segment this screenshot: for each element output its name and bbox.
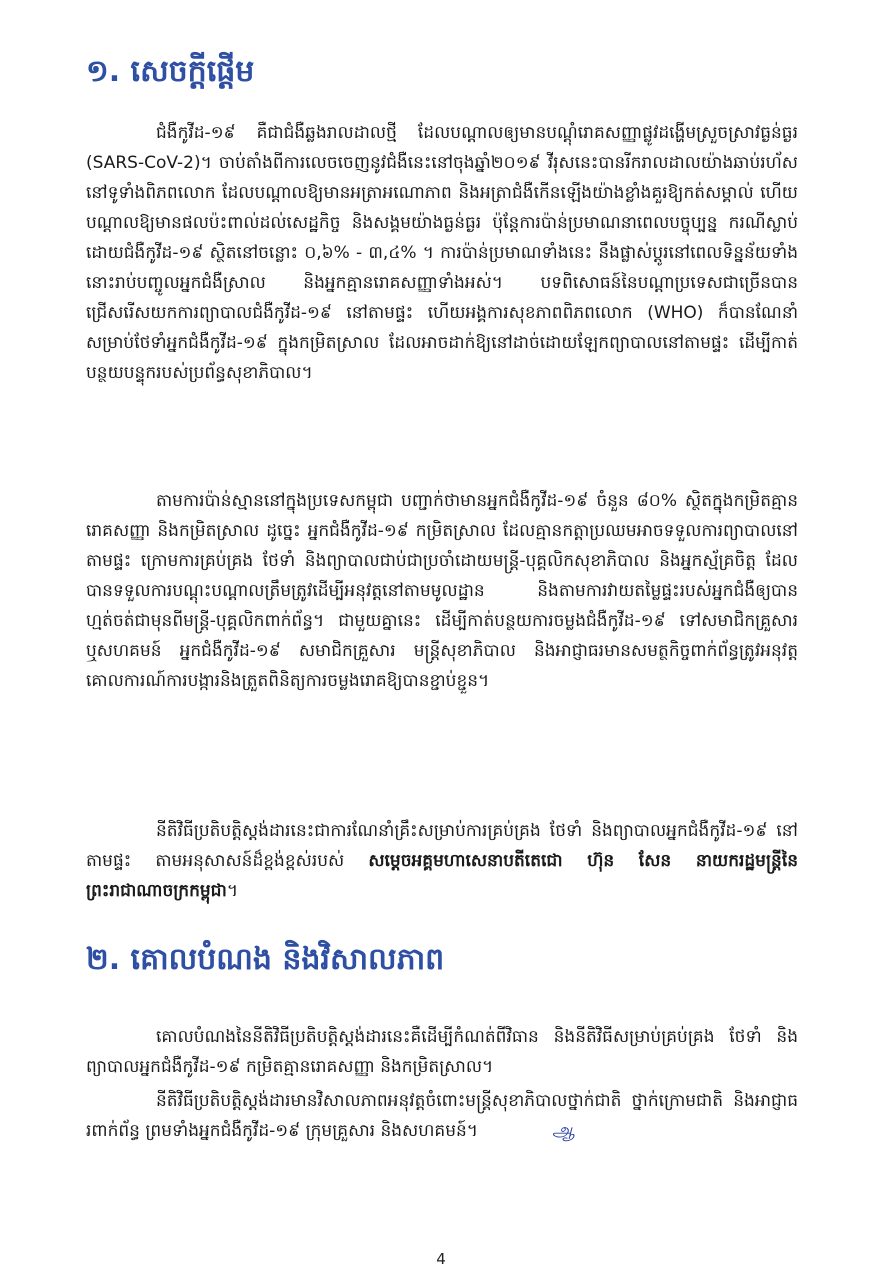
- section-1-paragraph-2: តាមការប៉ាន់ស្មាននៅក្នុងប្រទេសកម្ពុជា បញ្ជាក់ថាមានអ្នកជំងឺកូវីដ-១៩ ចំនួន ៨០% ស្ថិតក្នុងកម្រិតគ្មានរោគសញ្ញា និងកម្រិតស្រាល ដូច្នេះ អ្នកជំងឺកូវីដ-១៩ កម្រិតស្រាល ដែលគ្មានកត្តាប្រឈមអាចទទួលការព្យាបាលនៅតាមផ្ទះ ក្រោមការគ្រប់គ្រង ថែទាំ និងព្យាបាលជាប់ជាប្រចាំដោយមន្ត្រី-បុគ្គលិកសុខាភិបាល និងអ្នកស្ម័គ្រចិត្ត ដែលបានទទួលការបណ្តុះបណ្តាលត្រឹមត្រូវដើម្បីអនុវត្តនៅតាមមូលដ្ឋាន និងតាមការវាយតម្លៃផ្ទះរបស់អ្នកជំងឺឲ្យបានហ្មត់ចត់ជាមុនពីមន្ត្រី-បុគ្គលិកពាក់ព័ន្ធ។ ជាមួយគ្នានេះ ដើម្បីកាត់បន្ថយការចម្លងជំងឺកូវីដ-១៩ ទៅសមាជិកគ្រួសារ ឬសហគមន៍ អ្នកជំងឺកូវីដ-១៩ សមាជិកគ្រួសារ មន្ត្រីសុខាភិបាល និងអាជ្ញាធរមានសមត្ថកិច្ចពាក់ព័ន្ធត្រូវអនុវត្តគោលការណ៍ការបង្ការនិងត្រួតពិនិត្យការចម្លងរោគឱ្យបានខ្ជាប់ខ្ជួន។: [86, 491, 798, 691]
- paragraph-3-text: នីតិវិធីប្រតិបត្តិស្តង់ដារនេះជាការណែនាំគ្រឹះសម្រាប់ការគ្រប់គ្រង ថែទាំ និងព្យាបាលអ្នកជំងឺកូវីដ-១៩ នៅតាមផ្ទះ តាមអនុសាសន៍ដ៏ខ្ពង់ខ្ពស់របស់: [86, 821, 798, 871]
- page-number: 4: [436, 1250, 446, 1268]
- section-2-heading: ២. គោលបំណង និងវិសាលភាព: [86, 942, 445, 977]
- section-2-paragraph-2: [86, 1086, 798, 1146]
- paragraph-3-end: ។: [226, 881, 239, 901]
- section-2-paragraph-1: គោលបំណងនៃនីតិវិធីប្រតិបត្តិស្តង់ដារនេះគឺដើម្បីកំណត់ពីវិធាន និងនីតិវិធីសម្រាប់គ្រប់គ្រង ថែទាំ និងព្យាបាលអ្នកជំងឺកូវីដ-១៩ កម្រិតគ្មានរោគសញ្ញា និងកម្រិតស្រាល។: [86, 1027, 798, 1077]
- paragraph-text: នីតិវិធីប្រតិបត្តិស្តង់ដារមានវិសាលភាពអនុវត្តចំពោះមន្ត្រីសុខាភិបាលថ្នាក់ជាតិ ថ្នាក់ក្រោមជាតិ និងអាជ្ញាធរពាក់ព័ន្ធ ព្រមទាំងអ្នកជំងឺកូវីដ-១៩ ក្រុមគ្រួសារ និងសហគមន៍។: [86, 1091, 798, 1141]
- prime-minister-name: សម្តេចអគ្គមហាសេនាបតីតេជោ ហ៊ុន សែន នាយករដ្ឋមន្ត្រីនៃព្រះរាជាណាចក្រកម្ពុជា: [86, 851, 799, 901]
- section-1-heading: ១. សេចក្តីផ្តើម: [86, 54, 255, 89]
- initials-signature: ஆ: [551, 1120, 575, 1141]
- section-1-paragraph-1: ជំងឺកូវីដ-១៩ គឺជាជំងឺឆ្លងរាលដាលថ្មី ដែលបណ្តាលឲ្យមានបណ្តុំរោគសញ្ញាផ្លូវដង្ហើមស្រួចស្រាវធ្ងន់ធ្ងរ (SARS-CoV-2)។ ចាប់តាំងពីការលេចចេញនូវជំងឺនេះនៅចុងឆ្នាំ២០១៩ វីរុសនេះបានរីករាលដាលយ៉ាងឆាប់រហ័សនៅទូទាំងពិភពលោក ដែលបណ្តាលឱ្យមានអត្រាអណោភាព និងអត្រាជំងឺកើនឡើងយ៉ាងខ្លាំងគួរឱ្យកត់សម្គាល់ ហើយបណ្តាលឱ្យមានផលប៉ះពាល់ដល់សេដ្ឋកិច្ច និងសង្គមយ៉ាងធ្ងន់ធ្ងរ ប៉ុន្តែការប៉ាន់ប្រមាណនាពេលបច្ចុប្បន្ន ករណីស្លាប់ដោយជំងឺកូវីដ-១៩ ស្ថិតនៅចន្លោះ ០,៦% - ៣,៤% ។ ការប៉ាន់ប្រមាណទាំងនេះ នឹងផ្លាស់ប្តូរនៅពេលទិន្នន័យទាំងនោះរាប់បញ្ចូលអ្នកជំងឺស្រាល និងអ្នកគ្មានរោគសញ្ញាទាំងអស់។ បទពិសោធន៍នៃបណ្តាប្រទេសជាច្រើនបានជ្រើសរើសយកការព្យាបាលជំងឺកូវីដ-១៩ នៅតាមផ្ទះ ហើយអង្គការសុខភាពពិភពលោក (WHO) ក៏បានណែនាំសម្រាប់ថែទាំអ្នកជំងឺកូវីដ-១៩ ក្នុងកម្រិតស្រាល ដែលអាចដាក់ឱ្យនៅដាច់ដោយឡែកព្យាបាលនៅតាមផ្ទះ ដើម្បីកាត់បន្ថយបន្ទុករបស់ប្រព័ន្ធសុខាភិបាល។: [86, 123, 798, 383]
- section-1-paragraph-3: [86, 816, 798, 906]
